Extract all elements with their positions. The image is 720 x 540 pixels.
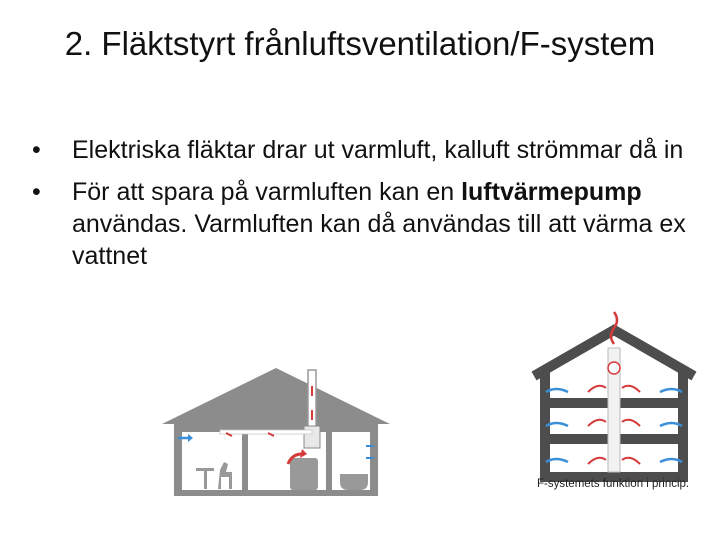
left-wall (540, 372, 550, 482)
house-illustration-f-system (528, 300, 700, 500)
inner-wall (242, 432, 248, 494)
bullet-dot: • (32, 178, 41, 206)
slide-title: 2. Fläktstyrt frånluftsventilation/F-system (64, 25, 656, 62)
cold-air-arrowhead (188, 434, 193, 442)
inner-wall (326, 432, 332, 494)
exhaust-fan-icon (608, 362, 620, 374)
bathtub-icon (340, 474, 368, 490)
figure-caption: F-systemets funktion i princip. (537, 478, 690, 490)
appliance-icon (290, 458, 318, 490)
exhaust-fan-unit (304, 426, 320, 448)
warm-air-arrowhead (300, 449, 307, 458)
roof (162, 368, 390, 424)
left-wall (174, 424, 182, 494)
ceiling-duct (220, 430, 312, 434)
bullet-item-2 (30, 176, 690, 272)
bullet-text: Elektriska fläktar drar ut varmluft, kalluft strömmar då in (72, 136, 684, 164)
floor (174, 490, 378, 496)
house-illustration-exhaust (160, 362, 392, 500)
bullet-list (30, 134, 690, 282)
bullet-item-1 (30, 134, 690, 166)
table-leg (204, 471, 207, 489)
right-wall (678, 372, 688, 482)
chair-icon (218, 462, 232, 489)
bullet-dot: • (32, 136, 41, 164)
bullet-text-end: användas. Varmluften kan då användas till att värma ex vattnet (72, 210, 686, 270)
bullet-text-start: För att spara på varmluften kan en (72, 178, 462, 206)
bullet-bold-term: luftvärmepump (461, 178, 642, 206)
table-icon (196, 468, 214, 471)
